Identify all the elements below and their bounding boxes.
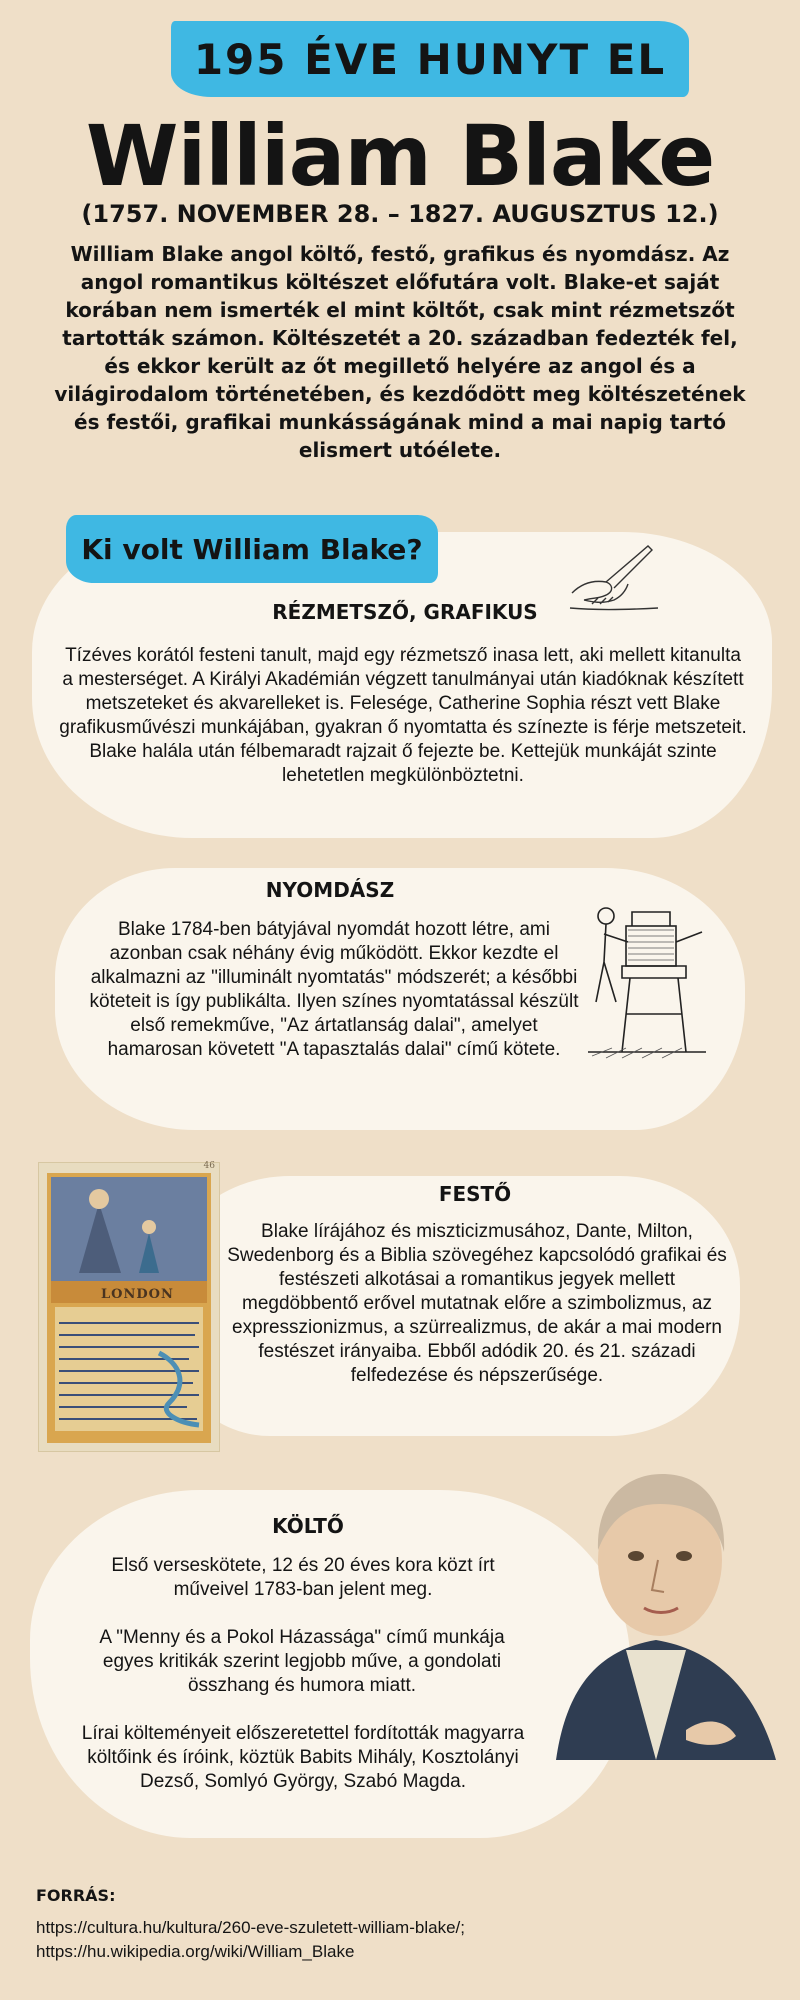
painting-page-number: 46	[203, 1161, 215, 1171]
page-title: William Blake	[85, 107, 715, 205]
painting-london	[38, 1162, 220, 1452]
blake-portrait	[536, 1460, 786, 1770]
heading-painter: FESTŐ	[438, 1182, 512, 1206]
text-poet-2: A "Menny és a Pokol Házassága" című munkája egyes kritikák szerint legjobb műve, a gondolati összhang és humora miatt.	[99, 1627, 505, 1696]
text-poet-3: Lírai költeményeit előszeretettel fordították magyarra költőink és íróink, köztük Babits Mihály, Kosztolányi Dezső, Somlyó György, Szabó Magda.	[81, 1723, 525, 1792]
source-link-cultura[interactable]: https://cultura.hu/kultura/260-eve-szuletett-william-blake/;	[36, 1918, 465, 1937]
printing-press-icon	[582, 902, 710, 1062]
section-title: Ki volt William Blake?	[81, 532, 423, 566]
heading-printer: NYOMDÁSZ	[265, 878, 395, 902]
heading-poet: KÖLTŐ	[272, 1514, 344, 1538]
text-poet-1: Első verseskötete, 12 és 20 éves kora közt írt műveivel 1783-ban jelent meg.	[111, 1555, 495, 1600]
life-dates: (1757. NOVEMBER 28. – 1827. AUGUSZTUS 12.)	[81, 200, 719, 228]
section-title-banner	[66, 515, 438, 583]
hand-drawing-icon	[562, 538, 662, 628]
heading-engraver: RÉZMETSZŐ, GRAFIKUS	[272, 600, 538, 624]
text-painter: Blake lírájához és miszticizmusához, Dante, Milton, Swedenborg és a Biblia szövegéhez kapcsolódó grafikai és festészeti alkotásai a romantikus jegyek mellett megdöbbentő erővel mutatnak előre a szimbolizmus, az expresszionizmus, a szürrealizmus, de akár a mai modern festészet irányaiba. Ebből adódik 20. és 21. századi felfedezése és népszerűsége.	[227, 1221, 727, 1386]
painting-title: LONDON	[101, 1287, 174, 1302]
intro-paragraph: William Blake angol költő, festő, grafikus és nyomdász. Az angol romantikus költészet előfutára volt. Blake-et saját korában nem ismerték el mint költőt, csak mint rézmetszőt tartották számon. Költészetét a 20. században fedezték fel, és ekkor került az őt megillető helyére az angol és a világirodalom történetében, és kezdődött meg költészetének és festői, grafikai munkásságának mind a mai napig tartó elismert utóélete.	[54, 242, 746, 462]
text-engraver: Tízéves korától festeni tanult, majd egy rézmetsző inasa lett, aki mellett kitanulta a mesterséget. A Királyi Akadémián végzett tanulmányai után kiadóknak készített metszeteket és akvarelleket is. Felesége, Catherine Sophia részt vett Blake grafikusművészi munkájában, gyakran ő nyomtatta és színezte is férje metszeteit. Blake halála után félbemaradt rajzait ő fejezte be. Kettejük munkáját szinte lehetetlen megkülönböztetni.	[59, 645, 747, 786]
banner-text: 195 ÉVE HUNYT EL	[193, 34, 667, 84]
sources-label: FORRÁS:	[36, 1886, 116, 1905]
source-link-wikipedia[interactable]: https://hu.wikipedia.org/wiki/William_Blake	[36, 1942, 355, 1961]
london-illustration	[39, 1163, 219, 1451]
header-banner	[171, 21, 689, 97]
text-printer: Blake 1784-ben bátyjával nyomdát hozott létre, ami azonban csak néhány évig működött. Ekkor kezdte el alkalmazni az "illuminált nyomtatás" módszerét; a későbbi köteteit is így publikálta. Ilyen színes nyomtatással készült első remekműve, "Az ártatlanság dalai", amelyet hamarosan követett "A tapasztalás dalai" című kötete.	[89, 919, 579, 1060]
